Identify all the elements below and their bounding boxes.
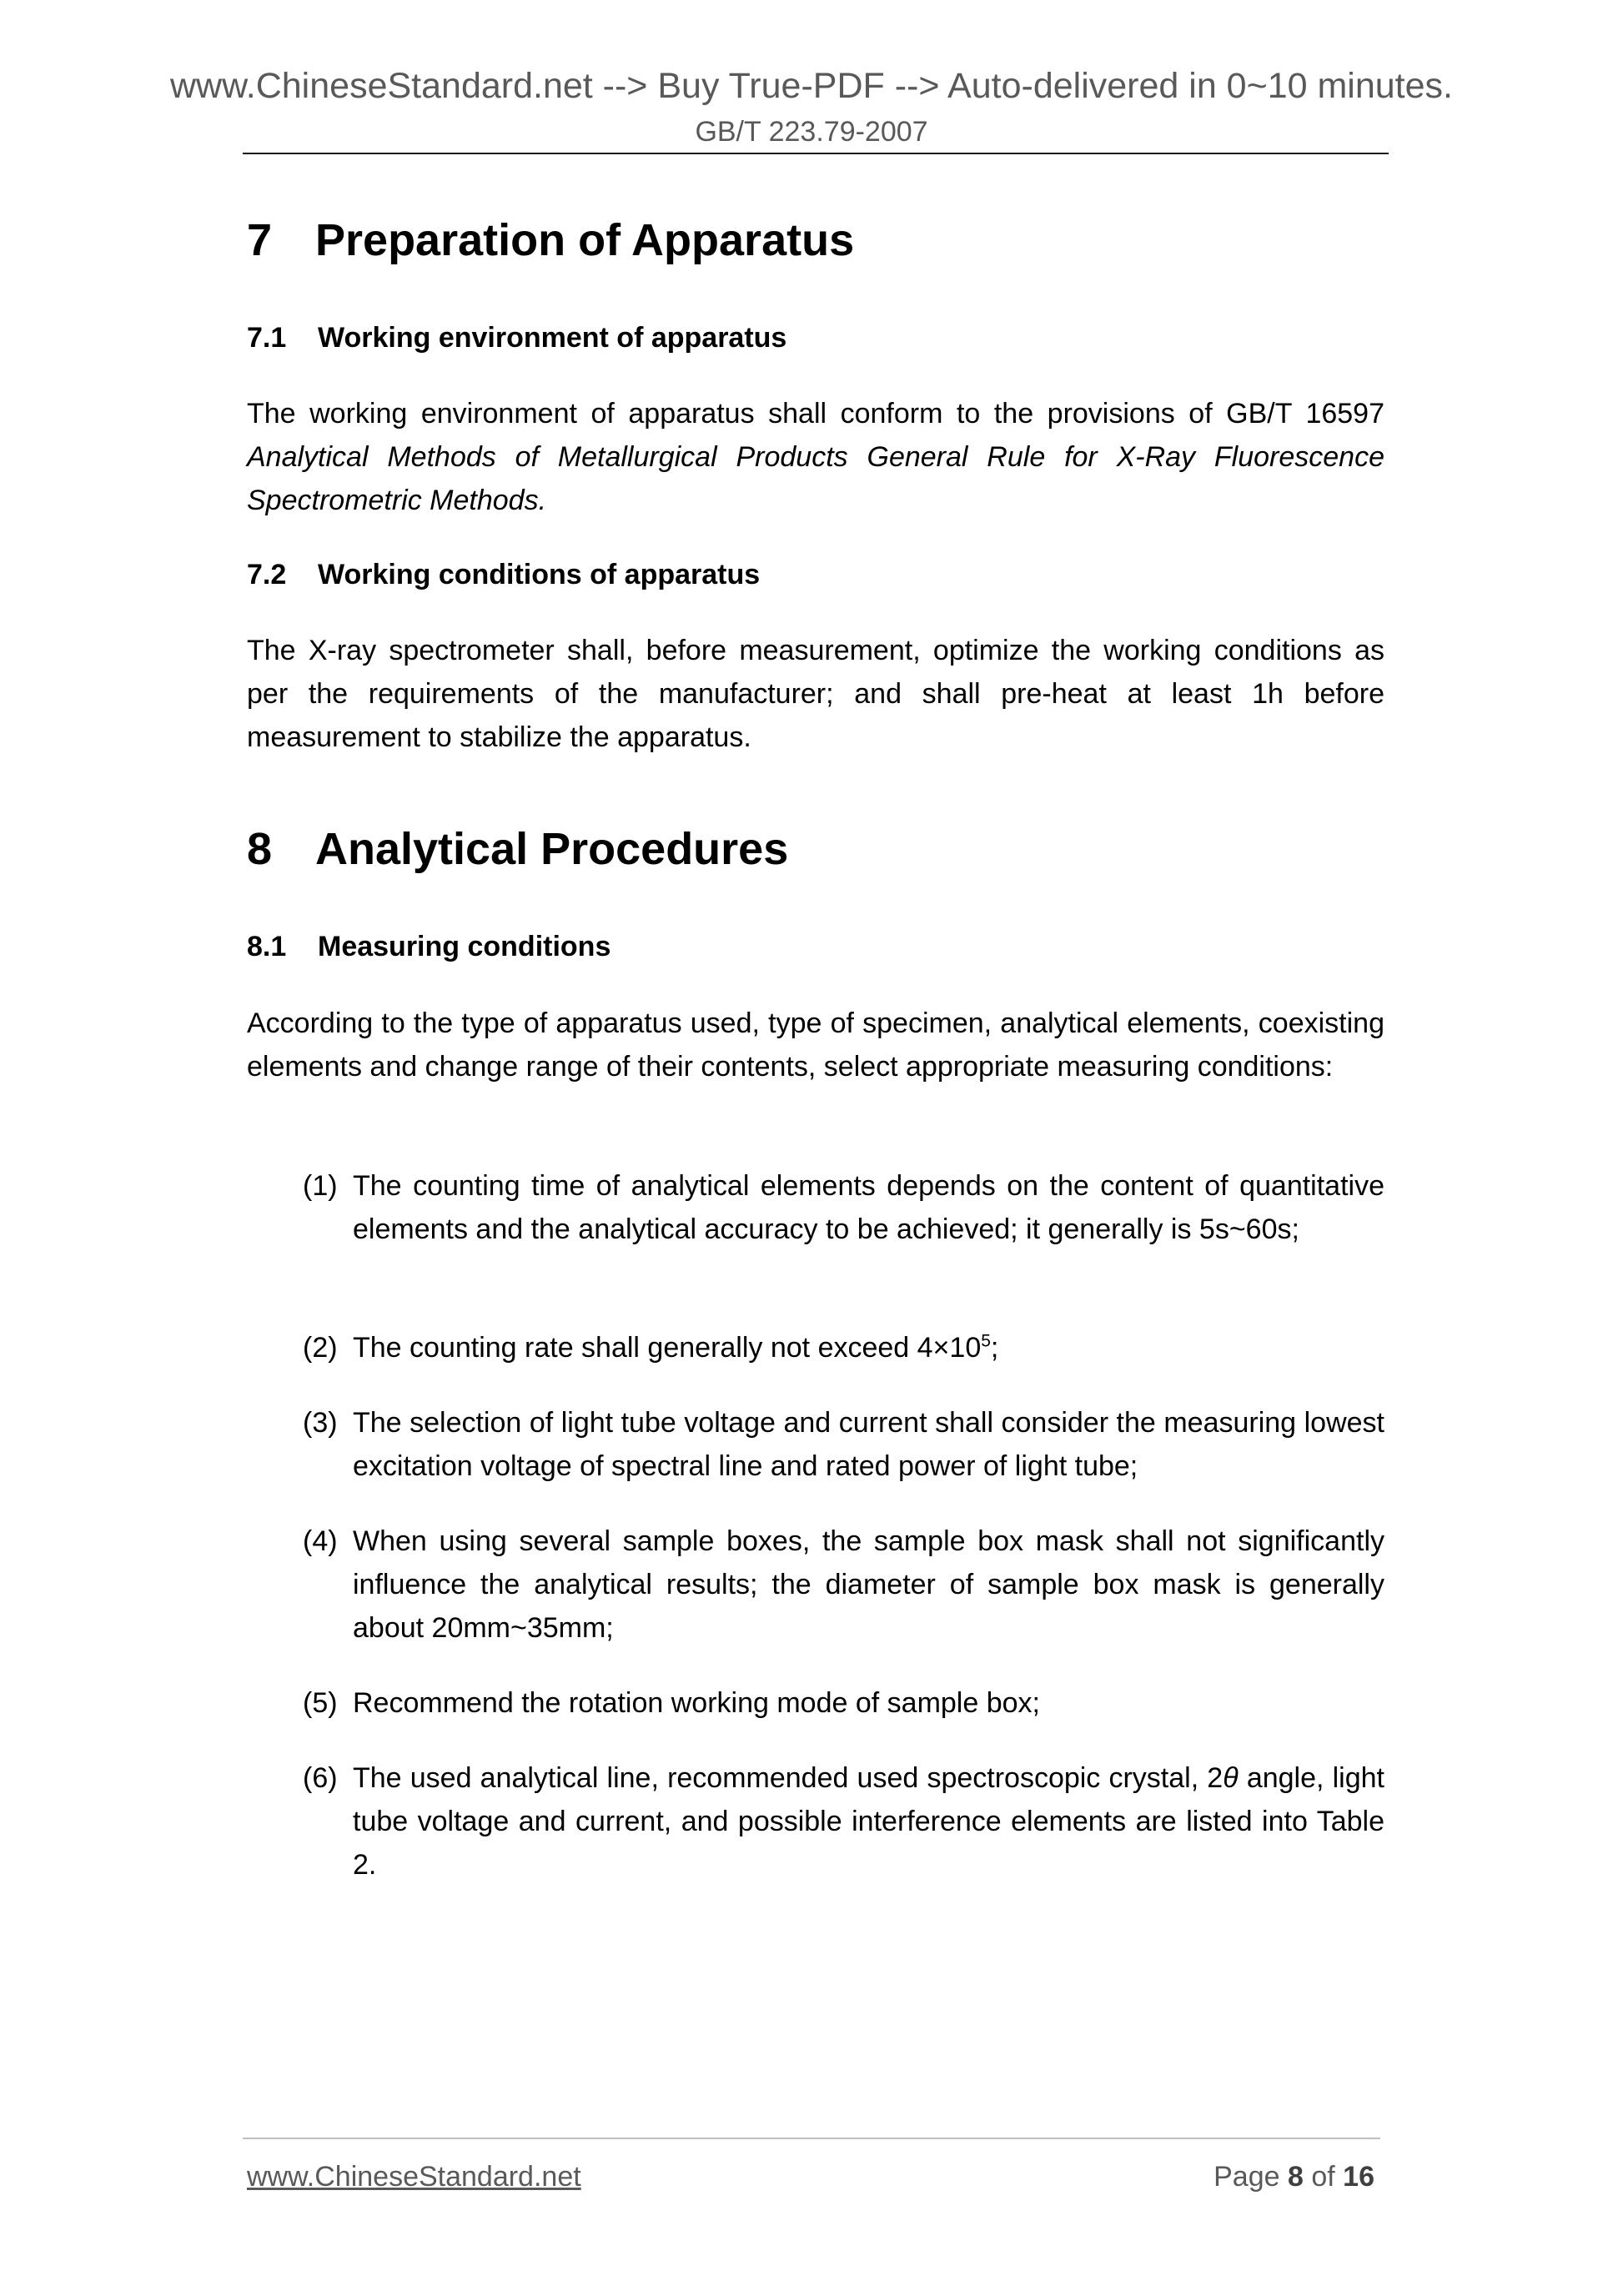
list-item	[303, 1326, 1384, 1369]
section-7-number: 7	[247, 215, 273, 265]
section-7-heading	[247, 214, 854, 267]
list-item	[303, 1164, 1384, 1251]
section-8-1-heading	[247, 929, 611, 964]
list-item-text: The selection of light tube voltage and current shall consider the measuring lowest excitation voltage of spectral line and rated power of light tube;	[353, 1407, 1384, 1482]
section-8-1-number: 8.1	[247, 931, 287, 962]
list-item-tail: ;	[990, 1332, 999, 1364]
list-item-text: When using several sample boxes, the sample box mask shall not significantly influence the analytical results; the diameter of sample box mask is generally about 20mm~35mm;	[353, 1525, 1384, 1644]
page-label: Page	[1213, 2161, 1280, 2193]
list-item-text-continued: angle, light tube voltage and current, and possible interference elements are listed into Table 2.	[353, 1762, 1384, 1881]
section-7-1-text: The working environment of apparatus shall conform to the provisions of GB/T 16597	[247, 398, 1384, 430]
footer-divider	[243, 2138, 1380, 2139]
footer-website-link[interactable]: www.ChineseStandard.net	[247, 2161, 581, 2193]
section-7-1-paragraph	[247, 392, 1384, 522]
list-item-marker: (4)	[303, 1525, 338, 1557]
section-7-title: Preparation of Apparatus	[315, 215, 855, 265]
section-7-2-title: Working conditions of apparatus	[318, 559, 761, 590]
list-item	[303, 1756, 1384, 1887]
section-8-1-title: Measuring conditions	[318, 931, 611, 962]
standard-code: GB/T 223.79-2007	[695, 116, 928, 148]
section-7-2-paragraph: The X-ray spectrometer shall, before measurement, optimize the working conditions as per the requirements of the manufacturer; and shall pre-heat at least 1h before measurement to stabilize the apparatus.	[247, 635, 1384, 753]
page-current: 8	[1287, 2161, 1304, 2193]
section-7-1-number: 7.1	[247, 322, 287, 354]
list-item-text: Recommend the rotation working mode of sample box;	[353, 1687, 1040, 1719]
section-7-1-referenced-title: Analytical Methods of Metallurgical Products General Rule for X-Ray Fluorescence Spectrometric Methods.	[247, 441, 1384, 516]
section-7-1-heading	[247, 320, 786, 355]
list-item-marker: (6)	[303, 1762, 338, 1794]
list-item-marker: (3)	[303, 1407, 338, 1439]
section-8-1-paragraph: According to the type of apparatus used, type of specimen, analytical elements, coexisting elements and change range of their contents, select appropriate measuring conditions:	[247, 1007, 1384, 1083]
page-total: 16	[1343, 2161, 1374, 2193]
list-item-text: The counting rate shall generally not exceed 4×10	[353, 1332, 982, 1364]
list-item-text: The used analytical line, recommended used spectroscopic crystal, 2	[353, 1762, 1224, 1794]
header-banner[interactable]: www.ChineseStandard.net --> Buy True-PDF --> Auto-delivered in 0~10 minutes.	[169, 66, 1453, 106]
page-of: of	[1311, 2161, 1335, 2193]
list-item	[303, 1681, 1384, 1725]
list-item-marker: (5)	[303, 1687, 338, 1719]
list-item-marker: (2)	[303, 1332, 338, 1364]
list-item-text-container	[353, 1326, 1384, 1369]
list-item-marker: (1)	[303, 1170, 338, 1202]
exponent: 5	[981, 1331, 991, 1351]
list-item-text-container	[353, 1756, 1384, 1887]
list-item	[303, 1401, 1384, 1488]
section-8-title: Analytical Procedures	[315, 824, 789, 874]
theta-symbol: θ	[1223, 1762, 1239, 1794]
section-7-2-heading	[247, 557, 760, 592]
header-divider	[243, 153, 1389, 154]
section-7-1-title: Working environment of apparatus	[318, 322, 787, 354]
section-8-number: 8	[247, 824, 273, 874]
section-7-2-number: 7.2	[247, 559, 287, 590]
list-item	[303, 1520, 1384, 1650]
page-number	[1213, 2158, 1374, 2195]
list-item-text: The counting time of analytical elements depends on the content of quantitative elements and the analytical accuracy to be achieved; it generally is 5s~60s;	[353, 1170, 1384, 1245]
section-8-heading	[247, 822, 788, 876]
